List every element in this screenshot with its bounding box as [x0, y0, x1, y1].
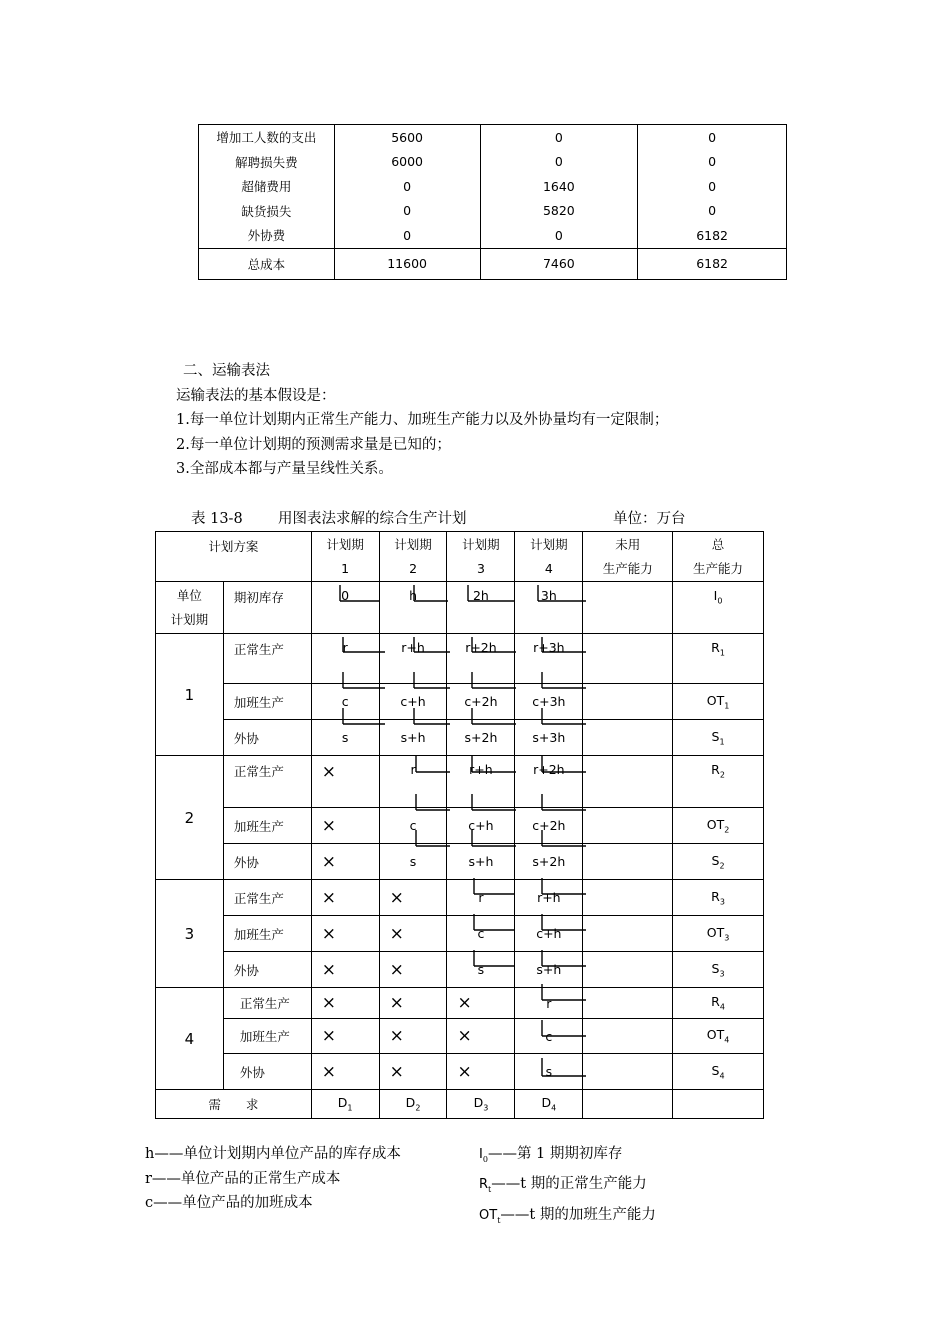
- cost-value: 6000: [391, 154, 424, 170]
- cost-value: 0: [554, 154, 563, 170]
- cost-coefficient: s+2h: [464, 730, 498, 745]
- infeasible-mark: ×: [321, 1026, 336, 1046]
- cost-value: 0: [554, 129, 563, 145]
- total-capacity-header-line2: 生产能力: [693, 560, 744, 576]
- demand-value-main: D: [337, 1095, 348, 1111]
- legend-text: ——t 期的正常生产能力: [491, 1176, 647, 1193]
- cost-coefficient: 2h: [472, 588, 489, 603]
- period-number: 3: [184, 924, 195, 943]
- table-number: 表 13-8: [191, 511, 243, 527]
- cost-coefficient: r: [342, 640, 348, 655]
- cost-coefficient: s+3h: [532, 730, 566, 745]
- capacity-value-main: OT: [706, 1027, 725, 1043]
- section-intro: 运输表法的基本假设是：: [176, 388, 336, 404]
- capacity-value-main: S: [711, 728, 720, 744]
- capacity-value-main: R: [711, 994, 720, 1010]
- infeasible-mark: ×: [321, 887, 336, 908]
- table-unit: 单位：万台: [613, 511, 686, 527]
- cost-coefficient: s+h: [536, 962, 562, 977]
- plan-header-text: 计划方案: [208, 539, 259, 554]
- source-label: 正常生产: [233, 890, 284, 906]
- cost-coefficient: s+h: [400, 730, 426, 745]
- cost-coefficient: s: [545, 1064, 553, 1079]
- period-header-2-line2: 2: [409, 560, 418, 576]
- legend-symbol-sub: t: [488, 1185, 492, 1195]
- legend-c: c——单位产品的加班成本: [145, 1195, 313, 1212]
- legend-symbol: R: [479, 1177, 489, 1193]
- cost-coefficient: r: [546, 995, 552, 1011]
- source-label: 外协: [239, 1064, 265, 1080]
- total-value: 7460: [542, 256, 575, 271]
- cost-coefficient: r+2h: [465, 640, 497, 655]
- infeasible-mark: ×: [321, 923, 336, 944]
- cost-coefficient: r: [410, 762, 416, 777]
- cost-label: 外协费: [247, 228, 286, 244]
- source-label: 正常生产: [233, 642, 284, 657]
- cost-coefficient: r+3h: [533, 640, 565, 655]
- cost-coefficient: c: [409, 818, 417, 833]
- capacity-value-sub: 2: [719, 770, 725, 780]
- cost-label: 缺货损失: [241, 203, 292, 219]
- infeasible-mark: ×: [389, 993, 404, 1013]
- period-header-3-line1: 计划期: [462, 536, 500, 552]
- capacity-value-sub: 1: [719, 737, 725, 747]
- demand-value-sub: 4: [551, 1103, 557, 1113]
- cost-coefficient: c+h: [400, 694, 426, 709]
- legend-symbol: OT: [479, 1207, 498, 1223]
- cost-coefficient: c: [477, 926, 485, 941]
- cost-value: 1640: [542, 178, 575, 194]
- legend-left: [145, 1142, 401, 1216]
- assumption-3: 3.全部成本都与产量呈线性关系。: [176, 461, 393, 477]
- demand-value-sub: 3: [483, 1103, 489, 1113]
- capacity-value-main: I: [713, 588, 718, 603]
- capacity-value-sub: 0: [717, 596, 723, 606]
- capacity-value-sub: 4: [719, 1071, 725, 1081]
- cost-label: 增加工人数的支出: [216, 130, 317, 146]
- total-capacity-header-line1: 总: [711, 536, 725, 552]
- total-value: 6182: [696, 256, 729, 271]
- cost-value: 0: [403, 203, 412, 219]
- cost-value: 0: [403, 227, 412, 243]
- total-label: 总成本: [247, 256, 286, 272]
- infeasible-mark: ×: [321, 762, 336, 782]
- capacity-value-sub: 3: [724, 933, 730, 943]
- infeasible-mark: ×: [321, 993, 336, 1013]
- period-header-2-line1: 计划期: [394, 536, 432, 552]
- cost-coefficient: r+h: [537, 890, 561, 905]
- legend-h: h——单位计划期内单位产品的库存成本: [145, 1146, 401, 1162]
- period-header-4-line1: 计划期: [530, 536, 568, 552]
- source-label: 加班生产: [233, 694, 284, 710]
- legend-symbol: I: [479, 1147, 483, 1162]
- cost-coefficient: c: [341, 694, 349, 709]
- cost-coefficient: h: [409, 588, 417, 603]
- legend-text: ——第 1 期期初库存: [487, 1146, 623, 1162]
- cost-label: 解聘损失费: [235, 154, 298, 170]
- cost-coefficient: r: [478, 890, 484, 905]
- cost-label: 超储费用: [241, 179, 292, 195]
- cost-coefficient: c: [545, 1028, 553, 1044]
- capacity-value-sub: 4: [724, 1035, 730, 1045]
- period-number: 4: [184, 1029, 195, 1048]
- period-header-4-line2: 4: [544, 560, 553, 576]
- initial-inventory-label: 期初库存: [233, 590, 284, 605]
- capacity-value-main: R: [711, 762, 720, 777]
- assumption-2: 2.每一单位计划期的预测需求量是已知的；: [176, 437, 451, 453]
- section-heading: 二、运输表法: [183, 363, 270, 379]
- legend-right-item: [479, 1203, 656, 1233]
- cost-coefficient: r+h: [401, 640, 425, 655]
- cost-value: 0: [708, 203, 717, 219]
- cost-value: 0: [403, 178, 412, 194]
- source-label: 正常生产: [239, 996, 290, 1011]
- capacity-value-sub: 1: [719, 648, 725, 658]
- source-label: 正常生产: [233, 764, 284, 779]
- unused-capacity-header-line2: 生产能力: [602, 560, 653, 576]
- infeasible-mark: ×: [389, 959, 404, 980]
- unit-period-label-line1: 单位: [176, 587, 202, 603]
- capacity-value-main: S: [711, 960, 720, 976]
- infeasible-mark: ×: [389, 923, 404, 944]
- cost-value: 5600: [391, 129, 424, 145]
- source-label: 加班生产: [233, 818, 284, 834]
- capacity-value-sub: 4: [719, 1002, 725, 1012]
- capacity-value-sub: 3: [719, 969, 725, 979]
- infeasible-mark: ×: [321, 815, 336, 836]
- demand-label: 需 求: [208, 1097, 259, 1112]
- cost-coefficient: c+2h: [532, 818, 566, 833]
- cost-coefficient: r+2h: [533, 762, 565, 777]
- cost-value: 6182: [696, 227, 729, 243]
- legend-right-item: [479, 1172, 656, 1202]
- source-label: 加班生产: [239, 1029, 290, 1044]
- legend-right: [479, 1142, 656, 1233]
- demand-value-main: D: [541, 1095, 552, 1111]
- cost-coefficient: c+h: [536, 926, 562, 941]
- period-number: 2: [184, 808, 195, 827]
- period-header-1-line1: 计划期: [326, 536, 364, 552]
- infeasible-mark: ×: [321, 1061, 336, 1082]
- assumption-1: 1.每一单位计划期内正常生产能力、加班生产能力以及外协量均有一定限制；: [176, 412, 669, 428]
- legend-symbol-sub: t: [497, 1215, 501, 1225]
- capacity-value-sub: 3: [719, 897, 725, 907]
- legend-text: ——t 期的加班生产能力: [500, 1206, 656, 1223]
- capacity-value-main: R: [711, 640, 720, 655]
- unused-capacity-header-line1: 未用: [615, 536, 641, 552]
- cost-coefficient: c+h: [468, 818, 494, 833]
- capacity-value-sub: 1: [724, 701, 730, 711]
- infeasible-mark: ×: [457, 1026, 472, 1046]
- infeasible-mark: ×: [389, 1061, 404, 1082]
- cost-coefficient: s: [477, 962, 485, 977]
- infeasible-mark: ×: [457, 1061, 472, 1082]
- capacity-value-main: OT: [706, 692, 725, 708]
- source-label: 外协: [233, 854, 259, 870]
- cost-value: 0: [708, 154, 717, 170]
- cost-value: 5820: [542, 203, 575, 219]
- source-label: 加班生产: [233, 926, 284, 942]
- source-label: 外协: [233, 962, 259, 978]
- capacity-value-main: OT: [706, 924, 725, 940]
- cost-coefficient: 3h: [540, 588, 557, 603]
- source-label: 外协: [233, 730, 259, 746]
- capacity-value-main: R: [711, 888, 720, 904]
- demand-value-main: D: [405, 1095, 416, 1111]
- legend-r: r——单位产品的正常生产成本: [145, 1170, 341, 1187]
- legend-symbol-sub: 0: [482, 1154, 488, 1164]
- capacity-value-main: S: [711, 852, 720, 868]
- cost-coefficient: s: [341, 730, 349, 745]
- demand-value-sub: 2: [415, 1103, 421, 1113]
- cost-coefficient: s+2h: [532, 854, 566, 869]
- table-title: 用图表法求解的综合生产计划: [278, 511, 467, 527]
- demand-value-main: D: [473, 1095, 484, 1111]
- total-value: 11600: [387, 256, 427, 271]
- cost-coefficient: s: [409, 854, 417, 869]
- infeasible-mark: ×: [389, 1026, 404, 1046]
- legend-right-item: [479, 1142, 656, 1172]
- cost-coefficient: r+h: [469, 762, 493, 777]
- demand-value-sub: 1: [347, 1103, 353, 1113]
- capacity-value-main: S: [711, 1062, 720, 1078]
- capacity-value-main: OT: [706, 816, 725, 832]
- capacity-value-sub: 2: [719, 861, 725, 871]
- unit-period-label-line2: 计划期: [170, 611, 209, 627]
- infeasible-mark: ×: [457, 993, 472, 1013]
- infeasible-mark: ×: [389, 887, 404, 908]
- cost-coefficient: s+h: [468, 854, 494, 869]
- cost-coefficient: 0: [341, 588, 350, 603]
- period-number: 1: [184, 685, 195, 704]
- cost-coefficient: c+2h: [464, 694, 498, 709]
- cost-value: 0: [554, 227, 563, 243]
- period-header-3-line2: 3: [476, 560, 485, 576]
- capacity-value-sub: 2: [724, 825, 730, 835]
- period-header-1-line2: 1: [341, 560, 350, 576]
- cost-coefficient: c+3h: [532, 694, 566, 709]
- infeasible-mark: ×: [321, 959, 336, 980]
- cost-value: 0: [708, 129, 717, 145]
- infeasible-mark: ×: [321, 851, 336, 872]
- cost-value: 0: [708, 178, 717, 194]
